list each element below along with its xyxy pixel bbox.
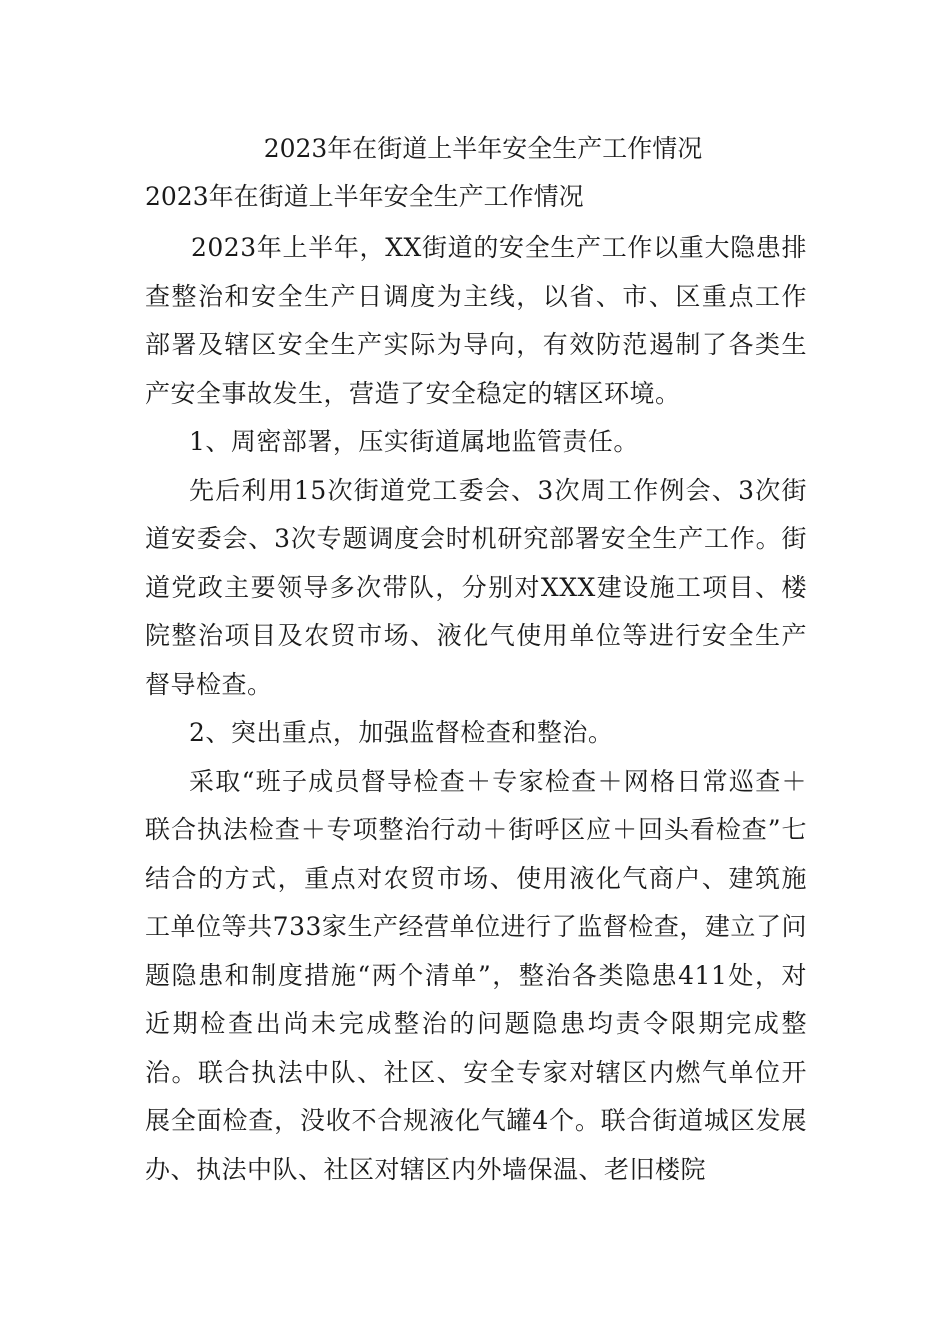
document-body [145,128,807,1194]
section-2-paragraph: 采取“班子成员督导检查＋专家检查＋网格日常巡查＋联合执法检查＋专项整治行动＋街呼区应＋回头看检查”七结合的方式，重点对农贸市场、使用液化气商户、建筑施工单位等共733家生产经营单位进行了监督检查，建立了问题隐患和制度措施“两个清单”，整治各类隐患411处，对近期检查出尚未完成整治的问题隐患均责令限期完成整治。联合执法中队、社区、安全专家对辖区内燃气单位开展全面检查，没收不合规液化气罐4个。联合街道城区发展办、执法中队、社区对辖区内外墙保温、老旧楼院 [145,766,807,1184]
document-title: 2023年在街道上半年安全生产工作情况 [263,134,703,163]
section-heading-1: 1、周密部署，压实街道属地监管责任。 [189,427,639,456]
section-1-paragraph: 先后利用15次街道党工委会、3次周工作例会、3次街道安委会、3次专题调度会时机研究部署安全生产工作。街道党政主要领导多次带队，分别对XXX建设施工项目、楼院整治项目及农贸市场、液化气使用单位等进行安全生产督导检查。 [145,475,807,699]
intro-paragraph: 2023年上半年，XX街道的安全生产工作以重大隐患排查整治和安全生产日调度为主线，以省、市、区重点工作部署及辖区安全生产实际为导向，有效防范遏制了各类生产安全事故发生，营造了安全稳定的辖区环境。 [145,233,807,408]
section-heading-2: 2、突出重点，加强监督检查和整治。 [189,718,614,747]
document-subtitle: 2023年在街道上半年安全生产工作情况 [145,182,584,211]
